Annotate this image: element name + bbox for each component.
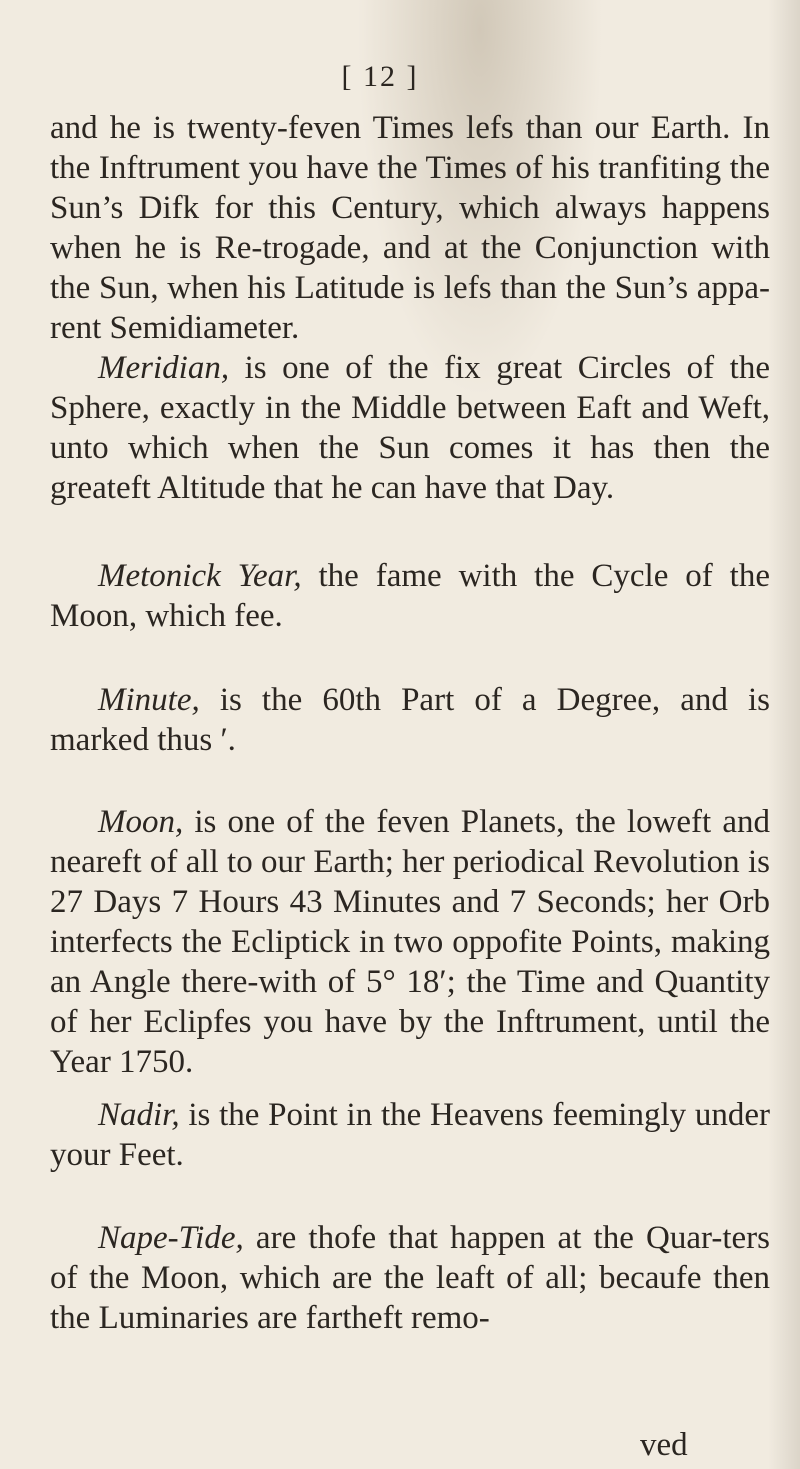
entry-nadir <box>50 1095 770 1175</box>
entry-text: is the Point in the Heavens feemingly under your Feet. <box>50 1097 770 1173</box>
entry-nape-tide <box>50 1218 770 1338</box>
page-number: [ 12 ] <box>341 60 419 93</box>
entry-term: Metonick Year, <box>98 558 302 594</box>
entry-term: Minute, <box>98 682 200 718</box>
entry-minute <box>50 680 770 760</box>
entry-term: Moon, <box>98 804 184 840</box>
entry-text: the fame with the Cycle of the Moon, which fee. <box>50 558 770 634</box>
entry-term: Nadir, <box>98 1097 180 1133</box>
entry-term: Meridian, <box>98 350 230 386</box>
entry-text: is one of the fix great Circles of the Sphere, exactly in the Middle between Eaft and Weft, unto which when the Sun comes it has then the greateft Altitude that he can have that Day. <box>50 350 770 506</box>
entry-text: is one of the feven Planets, the loweft and neareft of all to our Earth; her periodical Revolution is 27 Days 7 Hours 43 Minutes and 7 Seconds; her Orb interfects the Ecliptick in two oppofite Points, making an Angle there-with of 5° 18′; the Time and Quantity of her Eclipfes you have by the Inftrument, until the Year 1750. <box>50 804 770 1080</box>
entry-text: are thofe that happen at the Quar-ters of the Moon, which are the leaft of all; becaufe then the Luminaries are fartheft remo- <box>50 1220 770 1336</box>
catchword: ved <box>640 1427 688 1463</box>
entry-term: Nape-Tide, <box>98 1220 244 1256</box>
entry-moon <box>50 802 770 1082</box>
entry-text: and he is twenty-feven Times lefs than our Earth. In the Inftrument you have the Times of his tranfiting the Sun’s Difk for this Century, which always happens when he is Re-trogade, and at the Conjunction with the Sun, when his Latitude is lefs than the Sun’s appa-rent Semidiameter. <box>50 110 770 346</box>
entry-moon-continued <box>50 108 770 348</box>
entry-meridian <box>50 348 770 508</box>
entry-text: is the 60th Part of a Degree, and is marked thus ′. <box>50 682 770 758</box>
entry-metonick-year <box>50 556 770 636</box>
